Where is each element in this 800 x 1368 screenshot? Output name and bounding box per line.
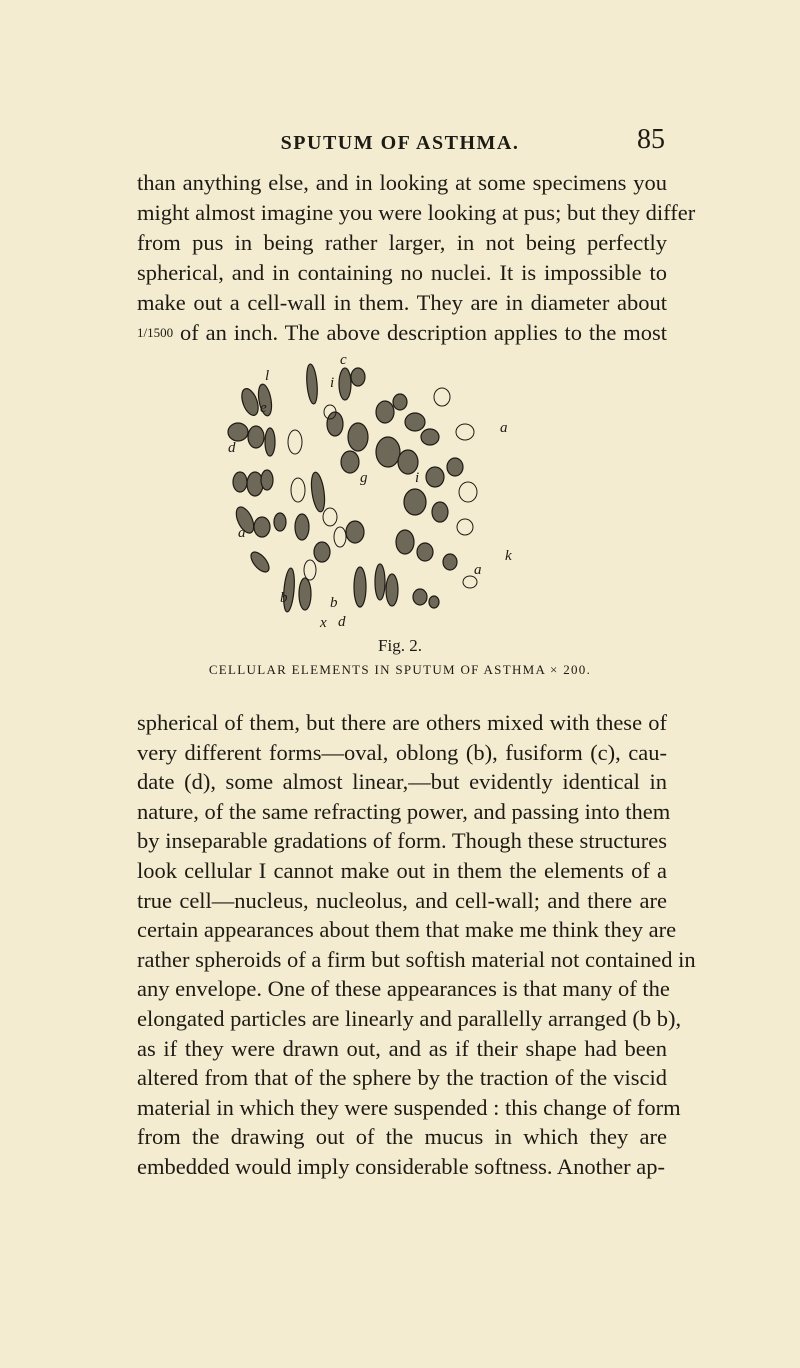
text-line: nature, of the same refracting power, and passing into them — [137, 798, 671, 824]
cell — [432, 502, 448, 522]
text-line: as if they were drawn out, and as if their shape had been — [137, 1035, 667, 1061]
cell — [348, 423, 368, 451]
text-line-rest: of an inch. The above description applies to the most — [180, 320, 667, 345]
text-line: date (d), some almost linear,—but evidently identical in — [137, 769, 667, 795]
figure-label: l — [265, 368, 270, 384]
cell — [417, 543, 433, 561]
text-line: might almost imagine you were looking at pus; but they differ — [137, 200, 696, 225]
cell — [376, 401, 394, 423]
cell — [341, 451, 359, 473]
text-line: altered from that of the sphere by the traction of the viscid — [137, 1065, 667, 1091]
text-line: material in which they were suspended : this change of form — [137, 1094, 681, 1120]
cell — [447, 458, 463, 476]
cell — [261, 470, 273, 490]
cell-outline — [434, 388, 450, 406]
cell — [239, 386, 262, 417]
cell — [376, 437, 400, 467]
running-title: SPUTUM OF ASTHMA. — [280, 132, 520, 154]
cell — [396, 530, 414, 554]
text-line: from the drawing out of the mucus in which they are — [137, 1124, 667, 1150]
cell-outline — [288, 430, 302, 454]
text-line: certain appearances about them that make me think they are — [137, 917, 677, 943]
figure-caption: CELLULAR ELEMENTS IN SPUTUM OF ASTHMA × 200. — [208, 662, 592, 677]
cell-outline — [459, 482, 477, 502]
cell-outline — [457, 519, 473, 535]
text-line: spherical of them, but there are others mixed with these of — [137, 710, 667, 735]
text-line: than anything else, and in looking at some specimens you — [137, 170, 667, 195]
text-line: look cellular I cannot make out in them the elements of a — [137, 857, 667, 883]
cell — [443, 554, 457, 570]
figure-label: a — [474, 562, 482, 578]
cell — [247, 472, 263, 496]
figure-illustration — [210, 342, 512, 631]
figure-label: g — [360, 470, 368, 486]
cell-outline — [456, 424, 474, 440]
cell — [228, 423, 248, 441]
cell — [274, 513, 286, 531]
figure-number: Fig. 2. — [378, 636, 422, 655]
cell — [295, 514, 309, 540]
fraction: 1/1500 — [137, 325, 174, 340]
cell-outline — [291, 478, 305, 502]
text-line: very different forms—oval, oblong (b), fusiform (c), cau- — [137, 739, 667, 765]
paragraph-1 — [137, 168, 696, 348]
cell — [351, 368, 365, 386]
cell-outline — [323, 508, 337, 526]
cell — [339, 368, 351, 400]
text-line: any envelope. One of these appearances is that many of the — [137, 976, 670, 1002]
cell-outline — [304, 560, 316, 580]
cell — [314, 542, 330, 562]
cell — [305, 364, 318, 405]
figure-label: d — [338, 614, 346, 630]
text-line: by inseparable gradations of form. Though these structures — [137, 828, 667, 854]
cell — [375, 564, 385, 600]
cell — [354, 567, 366, 607]
text-line: true cell—nucleus, nucleolus, and cell-wall; and there are — [137, 887, 667, 913]
figure-label: i — [330, 375, 335, 391]
cell — [426, 467, 444, 487]
paragraph-2 — [137, 708, 696, 1182]
figure-label: d — [228, 440, 236, 456]
cell-outline — [334, 527, 346, 547]
cell — [248, 549, 273, 575]
cell — [405, 413, 425, 431]
cell — [429, 596, 439, 608]
figure-label: a — [238, 525, 246, 541]
text-line: rather spheroids of a firm but softish material not contained in — [137, 946, 696, 972]
cell — [404, 489, 426, 515]
text-line: embedded would imply considerable softness. Another ap- — [137, 1153, 666, 1179]
figure-label: a — [500, 420, 508, 436]
cell — [386, 574, 398, 606]
cell — [254, 517, 270, 537]
figure-label: c — [340, 352, 347, 368]
cell — [248, 426, 264, 448]
cell — [309, 471, 326, 512]
cell — [413, 589, 427, 605]
cell — [346, 521, 364, 543]
figure-label: x — [320, 615, 327, 631]
cell — [421, 429, 439, 445]
text-line: elongated particles are linearly and parallelly arranged (b b), — [137, 1005, 682, 1031]
figure-label: b — [330, 595, 338, 611]
page-number: 85 — [637, 124, 665, 155]
cell — [393, 394, 407, 410]
cell — [265, 428, 275, 456]
figure-label: e — [260, 400, 267, 416]
cell — [233, 472, 247, 492]
cell — [299, 578, 311, 610]
text-line: make out a cell-wall in them. They are in diameter about — [137, 290, 667, 315]
figure-label: k — [505, 548, 512, 564]
page-header — [0, 124, 800, 164]
figure-label: i — [415, 470, 420, 486]
text-line: spherical, and in containing no nuclei. It is impossible to — [137, 260, 667, 285]
figure-label: b — [280, 590, 288, 606]
text-line: from pus in being rather larger, in not being perfectly — [137, 230, 667, 255]
